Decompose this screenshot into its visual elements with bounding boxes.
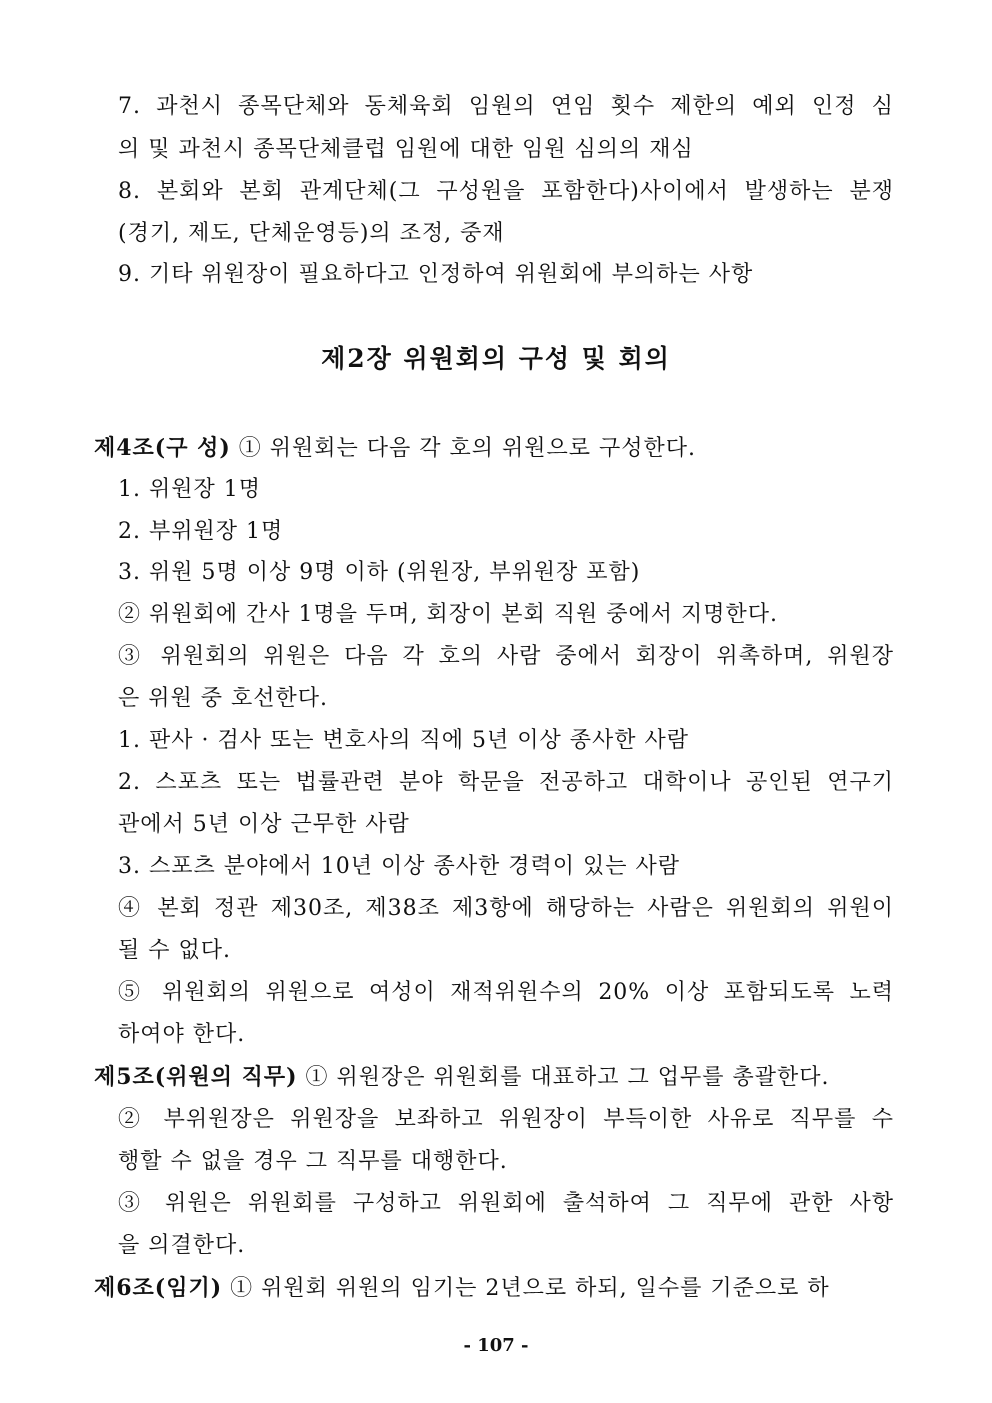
text-line: 1. 판사 · 검사 또는 변호사의 직에 5년 이상 종사한 사람 [118, 728, 689, 753]
text-line: 3. 위원 5명 이상 9명 이하 (위원장, 부위원장 포함) [118, 560, 641, 585]
article-heading: 제6조(임기) [94, 1275, 223, 1301]
text-line: 7. 과천시 종목단체와 동체육회 임원의 연임 횟수 제한의 예외 인정 심 [118, 94, 894, 119]
article-5-line [94, 1062, 830, 1093]
text-line: ④ 본회 정관 제30조, 제38조 제3항에 해당하는 사람은 위원회의 위원이 [118, 896, 894, 921]
article-text: ① 위원회는 다음 각 호의 위원으로 구성한다. [230, 436, 697, 461]
text-line: ② 위원회에 간사 1명을 두며, 회장이 본회 직원 중에서 지명한다. [118, 602, 778, 627]
text-line: 은 위원 중 호선한다. [118, 686, 328, 711]
page-number: - 107 - [463, 1335, 529, 1356]
text-line: 행할 수 없을 경우 그 직무를 대행한다. [118, 1149, 508, 1174]
text-line: ② 부위원장은 위원장을 보좌하고 위원장이 부득이한 사유로 직무를 수 [118, 1107, 894, 1132]
text-line: 8. 본회와 본회 관계단체(그 구성원을 포함한다)사이에서 발생하는 분쟁 [118, 179, 894, 204]
text-line: 2. 부위원장 1명 [118, 519, 284, 544]
text-line: (경기, 제도, 단체운영등)의 조정, 중재 [118, 221, 505, 246]
article-text: ① 위원회 위원의 임기는 2년으로 하되, 일수를 기준으로 하 [222, 1276, 830, 1301]
text-line: 9. 기타 위원장이 필요하다고 인정하여 위원회에 부의하는 사항 [118, 262, 754, 287]
article-heading: 제4조(구 성) [94, 435, 231, 461]
text-line: 3. 스포츠 분야에서 10년 이상 종사한 경력이 있는 사람 [118, 854, 680, 879]
text-line: 의 및 과천시 종목단체클럽 임원에 대한 임원 심의의 재심 [118, 137, 694, 162]
text-line: 관에서 5년 이상 근무한 사람 [118, 812, 410, 837]
text-line: 하여야 한다. [118, 1022, 246, 1047]
text-line: 2. 스포츠 또는 법률관련 분야 학문을 전공하고 대학이나 공인된 연구기 [118, 770, 894, 795]
text-line: 을 의결한다. [118, 1233, 246, 1258]
text-line: ③ 위원은 위원회를 구성하고 위원회에 출석하여 그 직무에 관한 사항 [118, 1191, 894, 1216]
text-line: 1. 위원장 1명 [118, 477, 261, 502]
text-line: 될 수 없다. [118, 938, 231, 963]
chapter-title: 제2장 위원회의 구성 및 회의 [321, 344, 671, 373]
article-4-line [94, 433, 696, 464]
article-6-line [94, 1273, 830, 1304]
article-text: ① 위원장은 위원회를 대표하고 그 업무를 총괄한다. [297, 1065, 830, 1090]
text-line: ⑤ 위원회의 위원으로 여성이 재적위원수의 20% 이상 포함되도록 노력 [118, 980, 894, 1005]
article-heading: 제5조(위원의 직무) [94, 1064, 298, 1090]
text-line: ③ 위원회의 위원은 다음 각 호의 사람 중에서 회장이 위촉하며, 위원장 [118, 644, 894, 669]
